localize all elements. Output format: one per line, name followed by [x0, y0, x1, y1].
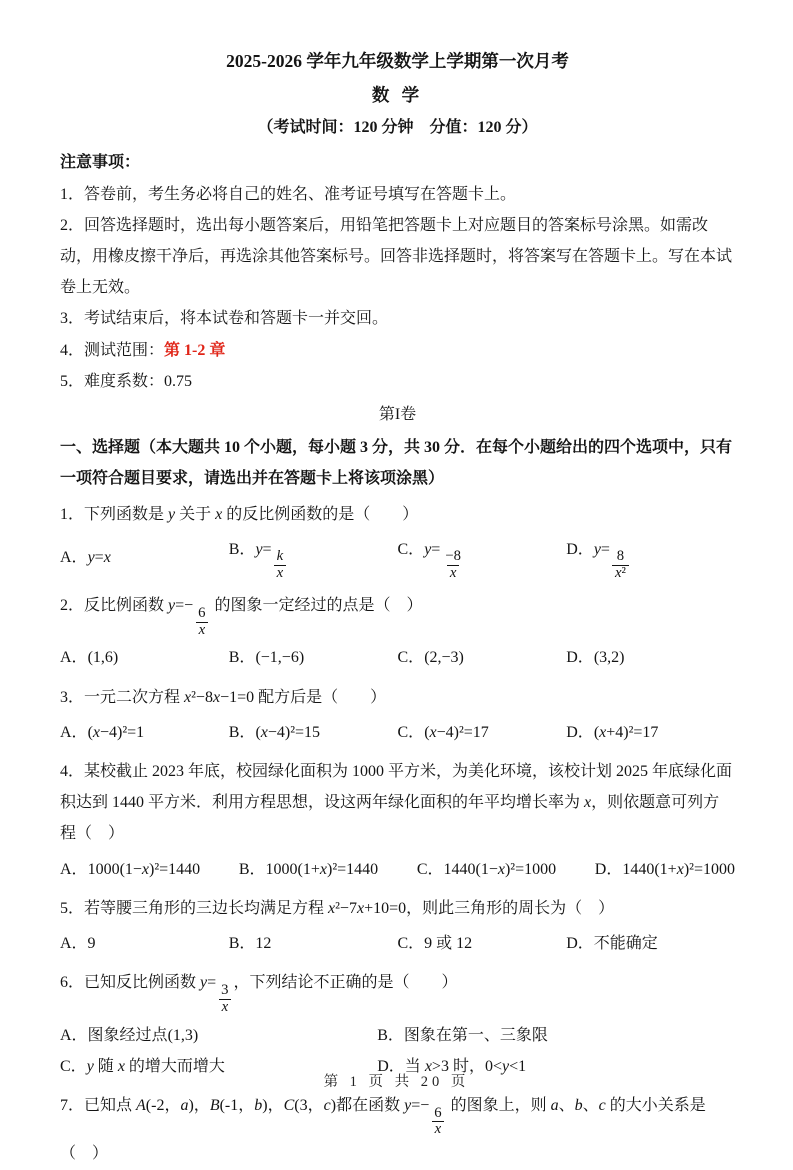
question-2-option-d: D．(3,2)	[566, 649, 625, 667]
notice-item-2: 2．回答选择题时，选出每小题答案后，用铅笔把答题卡上对应题目的答案标号涂黑。如需改动，用橡皮擦干净后，再选涂其他答案标号。回答非选择题时，将答案写在答题卡上。写在本试卷上无效。	[60, 216, 733, 297]
question-4-option-a: A．1000(1−x)²=1440	[60, 860, 201, 878]
question-2	[60, 590, 735, 674]
question-6-option-c: C．y 随 x 的增大而增大	[60, 1057, 225, 1075]
question-5-option-a: A．9	[60, 934, 96, 952]
question-4	[60, 756, 735, 885]
question-7-stem: 7．已知点 A(-2，a)，B(-1，b)，C(3，c)都在函数 y=− $\frac{6}{x}$ 的图象上，则 a、b、c 的大小关系是（ ）	[60, 1096, 706, 1163]
question-2-option-c: C．(2,−3)	[397, 649, 464, 667]
question-3-stem: 3．一元二次方程 x²−8x−1=0 配方后是（ ）	[60, 688, 387, 706]
notice-item-4-prefix: 4．测试范围：	[60, 341, 165, 359]
question-6	[60, 967, 735, 1082]
question-4-stem: 4．某校截止 2023 年底，校园绿化面积为 1000 平方米，为美化环境，该校计划 2025 年底绿化面积达到 1440 平方米．利用方程思想，设这两年绿化面积的年平均增长率为 x，则依题意可列方程（ ）	[60, 763, 733, 843]
question-4-option-c: C．1440(1−x)²=1000	[416, 860, 557, 878]
question-3-option-c: C．(x−4)²=17	[397, 723, 489, 741]
test-range-highlight: 第 1-2 章	[164, 341, 226, 359]
question-5-options	[60, 928, 735, 959]
section-one-title: 第I卷	[378, 405, 417, 423]
paper-header	[60, 44, 735, 143]
question-5-option-d: D．不能确定	[566, 934, 658, 952]
question-1-option-d: D．y= $\frac{8}{\text{x²}}$	[566, 534, 735, 582]
question-2-options	[60, 642, 735, 673]
question-1-option-a: A．y=x	[60, 549, 111, 567]
question-2-stem: 2．反比例函数 y=− $\frac{6}{x}$ 的图象一定经过的点是（ ）	[60, 597, 423, 638]
question-2-option-a: A．(1,6)	[60, 649, 119, 667]
question-1-option-b: B．y= $\frac{k}{x}$	[229, 534, 398, 582]
question-3-option-b: B．(x−4)²=15	[228, 723, 321, 741]
question-5	[60, 893, 735, 959]
question-1	[60, 499, 735, 583]
section-one	[60, 399, 735, 1170]
page-number-footer: 第 1 页 共 20 页	[323, 1073, 470, 1090]
question-4-options	[60, 854, 735, 885]
question-6-option-a: A．图象经过点(1,3)	[60, 1026, 199, 1044]
question-2-option-b: B．(−1,−6)	[228, 649, 305, 667]
question-3-option-d: D．(x+4)²=17	[566, 723, 659, 741]
question-1-stem: 1．下列函数是 y 关于 x 的反比例函数的是（ ）	[60, 505, 419, 523]
question-6-option-b: B．图象在第一、三象限	[377, 1026, 548, 1044]
question-4-option-d: D．1440(1+x)²=1000	[594, 860, 735, 878]
notices-section	[60, 147, 735, 397]
notice-item-5: 5．难度系数：0.75	[60, 372, 193, 390]
question-4-option-b: B．1000(1+x)²=1440	[238, 860, 379, 878]
question-5-stem: 5．若等腰三角形的三边长均满足方程 x²−7x+10=0，则此三角形的周长为（ ）	[60, 899, 615, 917]
question-5-option-b: B．12	[228, 934, 272, 952]
question-7	[60, 1090, 735, 1170]
paper-subject: 数 学	[371, 85, 424, 106]
question-6-option-d: D．当 x>3 时，0<y<1	[377, 1057, 527, 1075]
notice-item-4	[60, 335, 735, 366]
notice-item-3: 3．考试结束后，将本试卷和答题卡一并交回。	[60, 310, 389, 328]
paper-title: 2025-2026 学年九年级数学上学期第一次月考	[226, 51, 569, 71]
question-5-option-c: C．9 或 12	[397, 934, 473, 952]
choice-questions-intro: 一、选择题（本大题共 10 个小题，每小题 3 分，共 30 分．在每个小题给出的四个选项中，只有一项符合题目要求，请选出并在答题卡上将该项涂黑）	[60, 439, 733, 488]
exam-time-score-info: （考试时间：120 分钟 分值：120 分）	[257, 119, 538, 137]
notices-heading: 注意事项：	[60, 154, 141, 172]
question-1-option-c: C．y= $\frac{-8}{x}$	[397, 540, 461, 582]
question-3-option-a: A．(x−4)²=1	[60, 723, 145, 741]
notice-item-1: 1．答卷前，考生务必将自己的姓名、准考证号填写在答题卡上。	[60, 185, 517, 203]
question-6-stem: 6．已知反比例函数 y= $\frac{3}{x}$ ，下列结论不正确的是（ ）	[60, 974, 458, 1015]
question-3	[60, 682, 735, 748]
question-1-options	[60, 534, 735, 582]
question-3-options	[60, 717, 735, 748]
